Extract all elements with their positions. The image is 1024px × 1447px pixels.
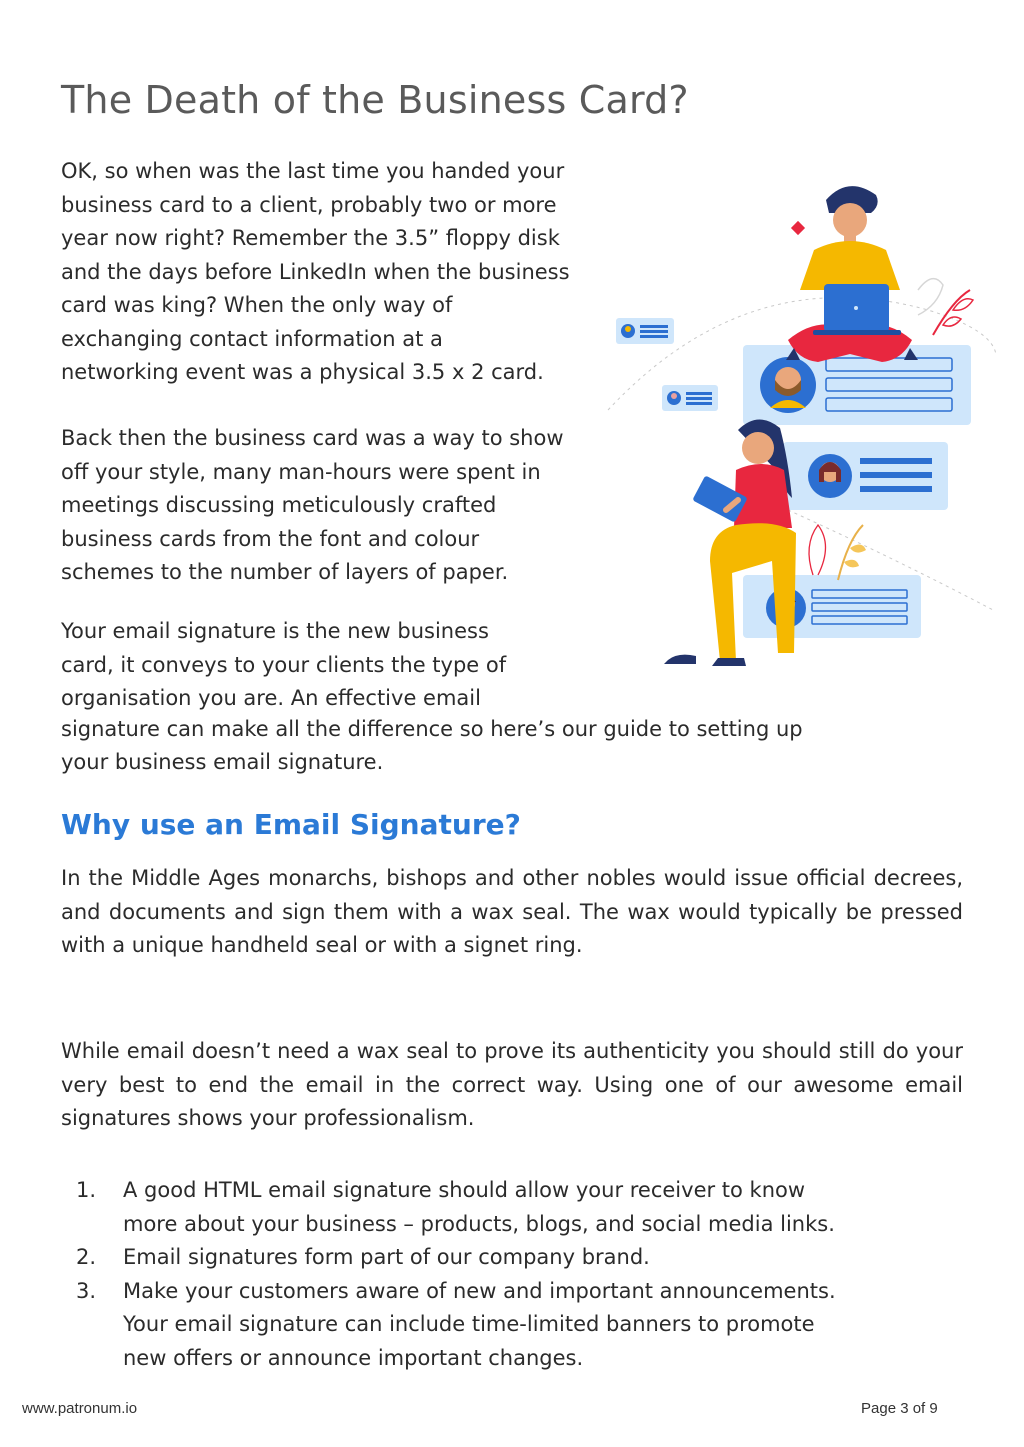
intro-line: card was king? When the only way of (61, 293, 453, 317)
list-item-line: Email signatures form part of our company brand. (123, 1245, 650, 1269)
signature-line: your business email signature. (61, 750, 384, 774)
while-email-paragraph: While email doesn’t need a wax seal to prove its authenticity you should still do your very best to end the email in the correct way. Using one of our awesome email signatures shows your professionalism. (61, 1039, 963, 1130)
business-people-illustration (598, 180, 998, 680)
signature-line: signature can make all the difference so here’s our guide to setting up (61, 716, 803, 741)
benefits-list (61, 1174, 961, 1375)
list-item-line: new offers or announce important changes. (123, 1345, 584, 1370)
page-title: The Death of the Business Card? (61, 78, 689, 122)
intro-line: business card to a client, probably two or more (61, 192, 557, 217)
sketch-plant (809, 525, 826, 575)
section-heading: Why use an Email Signature? (61, 808, 521, 841)
list-item (61, 1241, 961, 1275)
list-item (61, 1174, 961, 1241)
intro-line: year now right? Remember the 3.5” floppy disk (61, 226, 560, 250)
plant-leaf (850, 544, 866, 552)
list-number: 3. (76, 1278, 97, 1303)
plant-leaf (844, 560, 859, 568)
signature-line: card, it conveys to your clients the type of (61, 652, 507, 677)
signature-line: Your email signature is the new business (61, 619, 489, 643)
list-item (61, 1275, 961, 1376)
middle-ages-paragraph: In the Middle Ages monarchs, bishops and other nobles would issue official decrees, and documents and sign them with a wax seal. The wax would typically be pressed with a unique handheld seal or with a signet ring. (61, 866, 963, 957)
list-item-line: Your email signature can include time-limited banners to promote (123, 1312, 815, 1336)
signature-line: organisation you are. An effective email (61, 686, 481, 710)
back-then-paragraph (61, 422, 564, 590)
man-with-laptop (786, 186, 918, 362)
intro-paragraph (61, 155, 570, 390)
intro-line: networking event was a physical 3.5 x 2 card. (61, 360, 544, 384)
list-number: 2. (76, 1245, 97, 1269)
back-then-line: off your style, many man-hours were spent in (61, 459, 541, 484)
sketch-plant (918, 279, 943, 315)
website-link[interactable]: www.patronum.io (22, 1400, 138, 1417)
back-then-line: business cards from the font and colour (61, 526, 480, 551)
intro-line: and the days before LinkedIn when the business (61, 259, 570, 284)
page-number: Page 3 of 9 (861, 1400, 938, 1417)
intro-line: OK, so when was the last time you handed your (61, 159, 565, 183)
list-item-line: A good HTML email signature should allow your receiver to know (123, 1178, 806, 1202)
list-item-line: Make your customers aware of new and important announcements. (123, 1278, 836, 1303)
back-then-line: meetings discussing meticulously crafted (61, 493, 497, 517)
list-item-line: more about your business – products, blogs, and social media links. (123, 1211, 835, 1236)
list-number: 1. (76, 1178, 97, 1202)
back-then-line: schemes to the number of layers of paper. (61, 560, 509, 584)
back-then-line: Back then the business card was a way to show (61, 426, 564, 450)
diamond-shape (791, 221, 805, 235)
intro-line: exchanging contact information at a (61, 326, 443, 351)
